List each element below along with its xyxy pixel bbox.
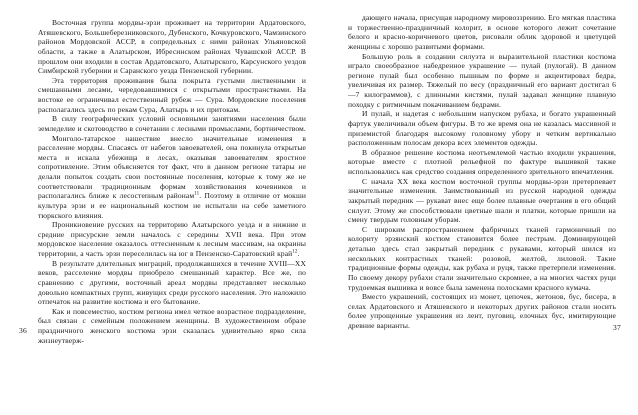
paragraph: дающего начала, присущая народному мировоззрению. Его мягкая пластика и торжественно-праздничный колорит, в основе которого лежит сочетание белого и красно-коричневого цветов, рисовали облик здоровой и цветущей женщины с хорошо развитыми формами. — [348, 13, 616, 51]
paragraph: В силу географических условий основными занятиями населения были земледелие и скотоводство в сочетании с лесными промыслами, бортничеством. — [38, 114, 306, 133]
paragraph-tail: Поэтому в отличие от мокши культура эрзи и ее национальный костюм не испытали на себе заметного тюркского влияния. — [38, 191, 306, 220]
paragraph: В образное решение костюма неотъемлемой частью входили украшения, которые вместе с плотной рельефной по фактуре вышивкой также использовались как средство создания определенного зрительного впечатления. — [348, 147, 616, 176]
paragraph: С широким распространением фабричных тканей гармоничный по колориту эрзянский костюм становится более пестрым. Доминирующей деталью здесь стал закрытый передник с рукавами, который шился из нескольких контрастных тканей: розовой, желтой, лиловой. Такие традиционные формы одежды, как рубаха и руця, также претерпели изменения. По своему декору рубахи стали значительно скромнее, а на многих частях руци трудоемкая вышивка и вовсе была заменена полосками красного кумача. — [348, 224, 616, 292]
paragraph-with-footnote-12: Проникновение русских на территорию Алатырского уезда и в нижние и средние присурские земли началось с середины XVII века. При этом мордовское население оказалось оттесненным к лесным массивам, на окраины территории, а часть эрзи переселилась на юг в Пензенско-Саратовский край$^{12}$. — [38, 220, 306, 258]
paragraph: И пулай, и надетая с небольшим напуском рубаха, и богато украшенный фартук увеличивали объем фигуры. В то же время она не казалась массивной и приземистой благодаря высокому головному убору и четким вертикально расположенным полосам декора всех элементов одежды. — [348, 109, 616, 148]
page-number-right: 37 — [613, 323, 622, 332]
left-page-text-column — [38, 18, 306, 345]
footnote-marker-11: 11 — [194, 191, 200, 197]
page-number-left: 36 — [19, 326, 28, 335]
paragraph: Большую роль в создании силуэта и выразительной пластики костюма играло своеобразное набедренное украшение — пулай (пулогай). В данном регионе пулай был особенно пышным по форме и акцентировал бедра, увеличивая их размер. Тяжелый по весу (праздничный его вариант достигал 6—7 килограммов), с длинными кистями, пулай задавал женщине плавную походку с ритмичным покачиванием бедрами. — [348, 51, 616, 109]
right-page-text-column — [348, 13, 616, 331]
paragraph-body: Монголо-татарское нашествие внесло значительные изменения в расселение мордвы. Спасаясь от набегов завоевателей, она покинула открытые места и искала убежища в лесах, оказывая завоевателям яростное сопротивление. Этим объясняется тот факт, что в данном регионе татары не делали попыток создать свои постоянные поселения, которые к тому же не соответствовали традиционным формам хозяйствования кочевников и располагались ближе к лесостепным районам — [38, 133, 306, 201]
paragraph-with-footnote-11: Монголо-татарское нашествие внесло значительные изменения в расселение мордвы. Спасаясь от набегов завоевателей, она покинула открытые места и искала убежища в лесах, оказывая завоевателям яростное сопротивление. Этим объясняется тот факт, что в данном регионе татары не делали попыток создать свои постоянные поселения, которые к тому же не соответствовали традиционным формам хозяйствования кочевников и располагались ближе к лесостепным районам$^{11}$. Поэтому в отличие от мокши культура эрзи и ее национальный костюм не испытали на себе заметного тюркского влияния. — [38, 133, 306, 220]
paragraph: С начала XX века костюм восточной группы мордвы-эрзи претерпевает значительные изменения. Заимствованный из русской народной одежды закрытый передник — рукават внес еще более плавные очертания в его общий силуэт. Этому же способствовали цветные шали и платки, которые пришли на смену твердым головным уборам. — [348, 176, 616, 225]
paragraph: Вместо украшений, состоящих из монет, цепочек, жетонов, бус, бисера, в селах Ардатовского и Атяшевского и некоторых других районов стали носить более упрощенные украшения из лент, пуговиц, елочных бус, имитирующие древние варианты. — [348, 292, 616, 330]
paragraph: Как и повсеместно, костюм региона имел четкое возрастное подразделение, был связан с семейным положением женщины. В художественном образе праздничного женского костюма эрзи сказалась удивительно ярко сила жизнеутверж- — [38, 306, 306, 345]
paragraph: Восточная группа мордвы-эрзи проживает на территории Ардатовского, Атяшевского, Большеберезниковского, Дубенского, Кочкуровского, Чамзинского районов Мордовской АССР, в сопредельных с ними районах Ульяновской области, а также в Алатырском, Ибресинском районах Чувашской АССР. В прошлом они входили в состав Ардатовского, Алатырского, Карсунского уездов Симбирской губернии и Саранского уезда Пензенской губернии. — [38, 18, 306, 76]
paragraph: В результате длительных миграций, продолжавшихся в течение XVIII—XX веков, расселение мордвы приобрело смешанный характер. Все же, по сравнению с другими, восточный ареал мордвы представляет несколько довольно компактных групп, живущих среди русского населения. Это наложило отпечаток на развитие костюма и его бытование. — [38, 258, 306, 307]
paragraph-body: Проникновение русских на территорию Алатырского уезда и в нижние и средние присурские земли началось с середины XVII века. При этом мордовское население оказалось оттесненным к лесным массивам, на окраины территории, а часть эрзи переселилась на юг в Пензенско-Саратовский край — [38, 220, 306, 258]
footnote-marker-12: 12 — [292, 249, 298, 255]
paragraph: Эта территория проживания была покрыта густыми лиственными и смешанными лесами, чередовавшимися с открытыми пространствами. На востоке ее ограничивал естественный рубеж — Сура. Мордовские поселения располагались здесь по рекам Сура, Алатырь и их притокам. — [38, 75, 306, 114]
